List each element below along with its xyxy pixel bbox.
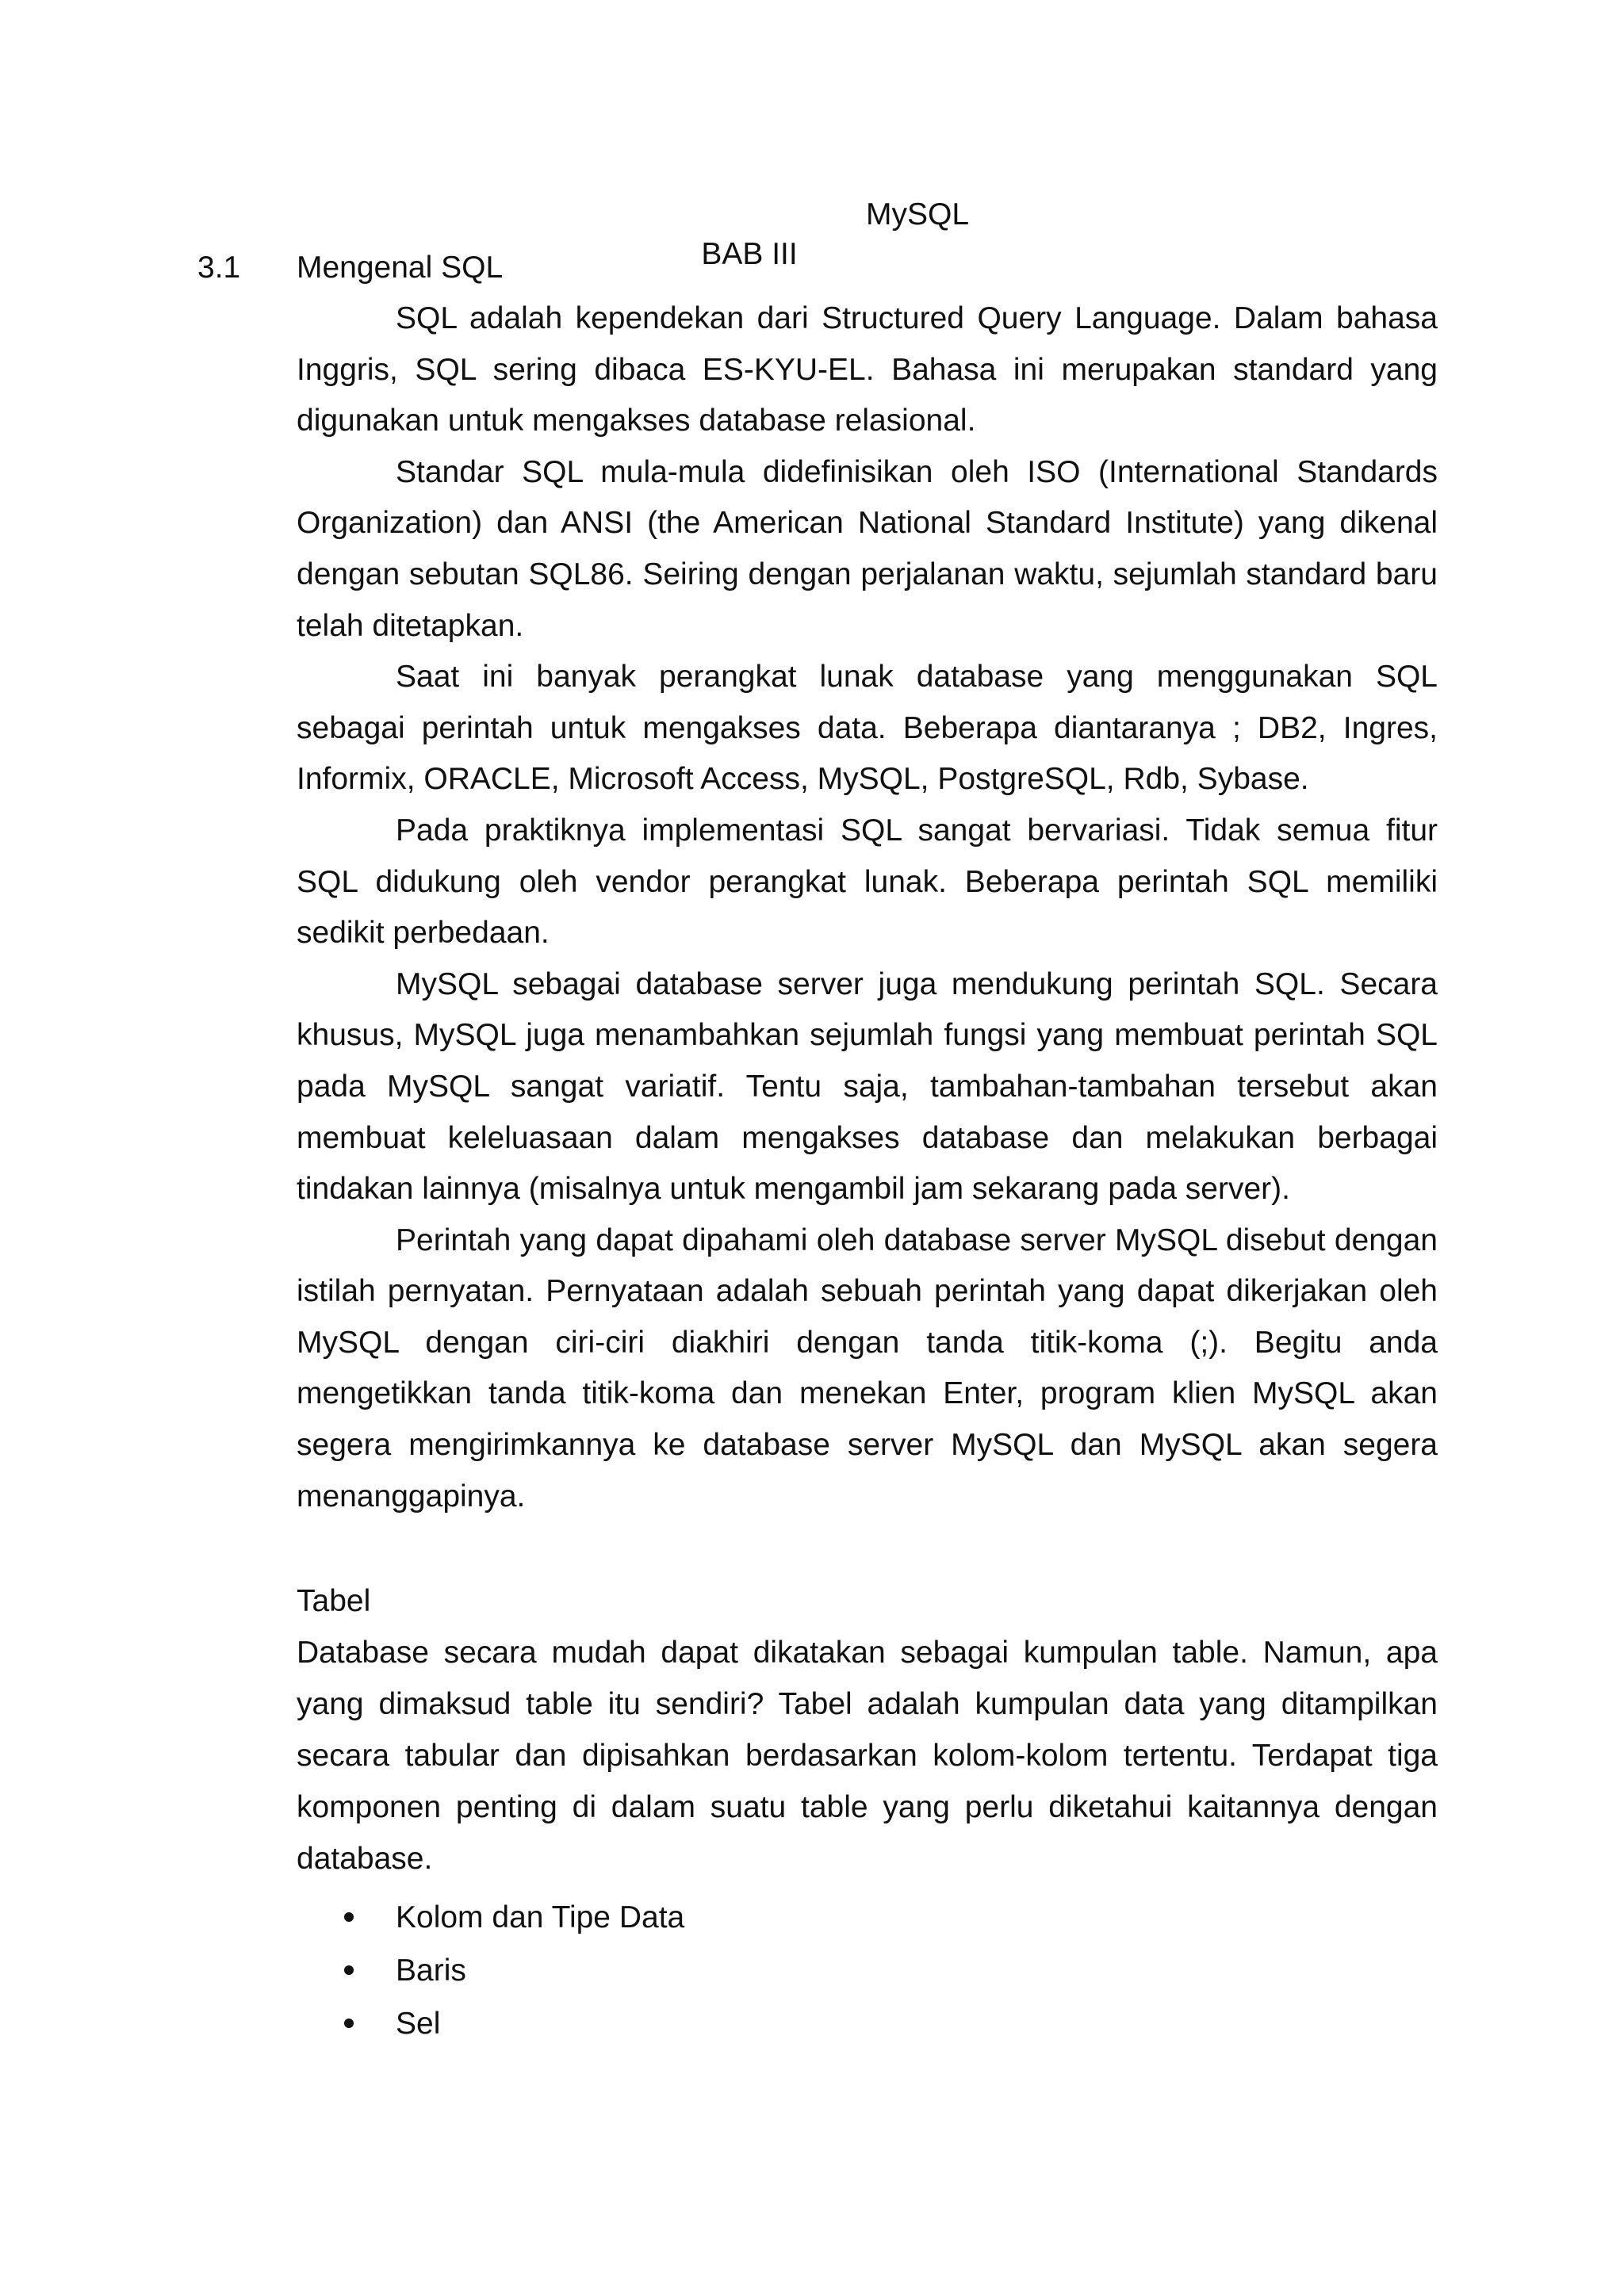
bullet-icon xyxy=(344,2019,354,2028)
list-item xyxy=(297,1997,1438,2050)
paragraph: Perintah yang dapat dipahami oleh database server MySQL disebut dengan istilah pernyatan. Pernyataan adalah sebuah perintah yang dapat dikerjakan oleh MySQL dengan ciri-ciri diakhiri dengan tanda titik-koma (;). Begitu anda mengetikkan tanda titik-koma dan menekan Enter, program klien MySQL akan segera mengirimkannya ke database server MySQL dan MySQL akan segera menanggapinya. xyxy=(297,1223,1438,1513)
paragraph: Saat ini banyak perangkat lunak database yang menggunakan SQL sebagai perintah untuk mengakses data. Beberapa diantaranya ; DB2, Ingres, Informix, ORACLE, Microsoft Access, MySQL, PostgreSQL, Rdb, Sybase. xyxy=(297,660,1438,797)
paragraph: Pada praktiknya implementasi SQL sangat bervariasi. Tidak semua fitur SQL didukung oleh vendor perangkat lunak. Beberapa perintah SQL memiliki sedikit perbedaan. xyxy=(297,813,1438,951)
list-item xyxy=(297,1891,1438,1944)
paragraph: SQL adalah kependekan dari Structured Query Language. Dalam bahasa Inggris, SQL sering dibaca ES-KYU-EL. Bahasa ini merupakan standard yang digunakan untuk mengakses database relasional. xyxy=(297,301,1438,438)
tabel-heading: Tabel xyxy=(297,1584,371,1618)
chapter-label: BAB III xyxy=(701,237,798,271)
paragraph: MySQL sebagai database server juga mendukung perintah SQL. Secara khusus, MySQL juga menambahkan sejumlah fungsi yang membuat perintah SQL pada MySQL sangat variatif. Tentu saja, tambahan-tambahan tersebut akan membuat keleluasaan dalam mengakses database dan melakukan berbagai tindakan lainnya (misalnya untuk mengambil jam sekarang pada server). xyxy=(297,966,1438,1207)
section-title: Mengenal SQL xyxy=(297,251,504,285)
tabel-section xyxy=(297,1575,1438,2050)
section-number: 3.1 xyxy=(197,251,241,285)
list-item-label: Baris xyxy=(396,1954,466,1988)
tabel-components-list xyxy=(297,1891,1438,2050)
chapter-title: MySQL xyxy=(866,197,970,232)
list-item-label: Kolom dan Tipe Data xyxy=(396,1900,685,1934)
tabel-description: Database secara mudah dapat dikatakan sebagai kumpulan table. Namun, apa yang dimaksud table itu sendiri? Tabel adalah kumpulan data yang ditampilkan secara tabular dan dipisahkan berdasarkan kolom-kolom tertentu. Terdapat tiga komponen penting di dalam suatu table yang perlu diketahui kaitannya dengan database. xyxy=(297,1636,1438,1876)
list-item xyxy=(297,1944,1438,1997)
paragraph: Standar SQL mula-mula didefinisikan oleh ISO (International Standards Organization) dan ANSI (the American National Standard Institute) yang dikenal dengan sebutan SQL86. Seiring dengan perjalanan waktu, sejumlah standard baru telah ditetapkan. xyxy=(297,454,1438,643)
section-body xyxy=(297,293,1438,1522)
list-item-label: Sel xyxy=(396,2007,441,2041)
bullet-icon xyxy=(344,1912,354,1922)
bullet-icon xyxy=(344,1965,354,1975)
